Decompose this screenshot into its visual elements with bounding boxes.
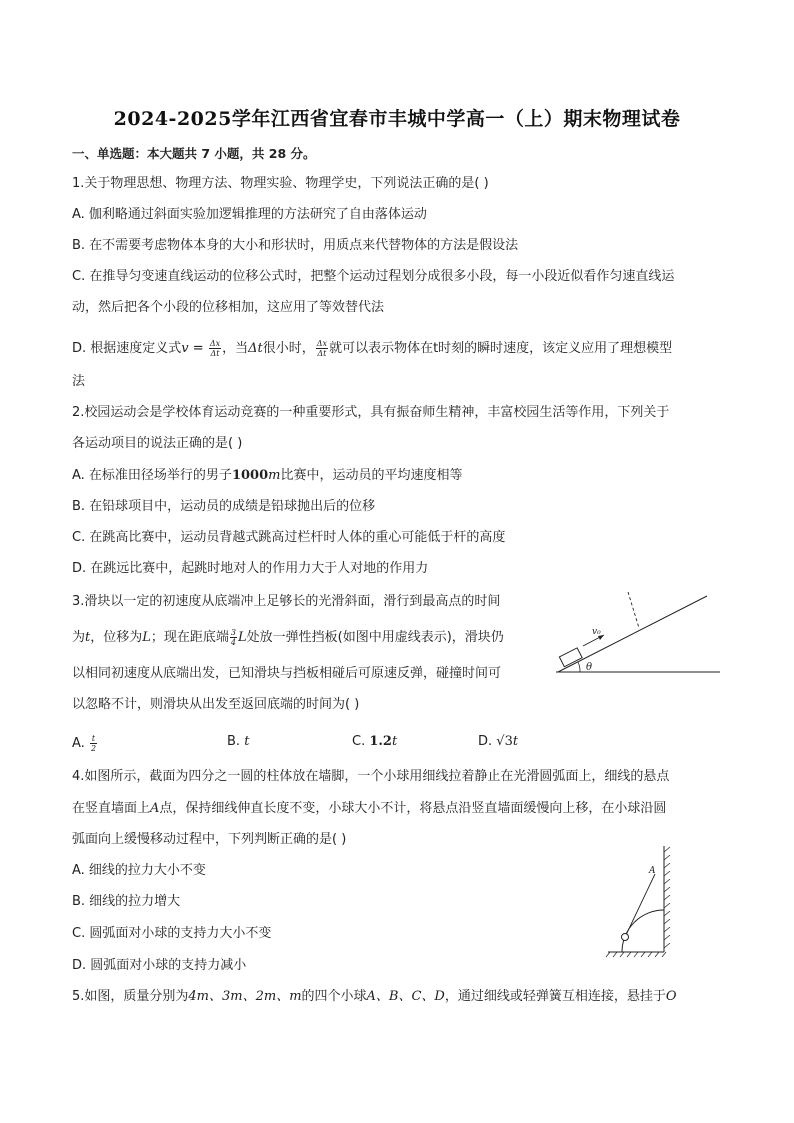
q3-l2-a: 为 bbox=[72, 630, 86, 645]
option-value-t: t bbox=[512, 734, 519, 749]
q1-option-d bbox=[72, 339, 672, 358]
q5-point-o: O bbox=[665, 989, 677, 1004]
q1-d-dt: Δt bbox=[248, 341, 263, 356]
q1-d-v: v bbox=[181, 341, 189, 356]
fraction-denominator: 2 bbox=[90, 744, 97, 753]
q3-a-fraction bbox=[90, 734, 97, 753]
q4-option-c: C. 圆弧面对小球的支持力大小不变 bbox=[72, 926, 272, 941]
q4-stem-line2 bbox=[72, 801, 666, 817]
fraction-numerator: t bbox=[91, 734, 96, 743]
q2-a-suffix: 比赛中，运动员的平均速度相等 bbox=[280, 468, 463, 483]
q2-a-value: 1000 bbox=[231, 468, 269, 483]
option-value: t bbox=[244, 734, 250, 749]
q5-l1-a: 5.如图，质量分别为 bbox=[72, 989, 189, 1004]
q3-l2-L2: L bbox=[238, 630, 247, 645]
q4-stem-line3: 弧面向上缓慢移动过程中，下列判断正确的是( ) bbox=[72, 832, 347, 847]
q3-stem-line4: 以忽略不计，则滑块从出发至返回底端的时间为( ) bbox=[72, 697, 360, 712]
q5-l1-b: 的四个小球 bbox=[301, 989, 367, 1004]
q2-option-a bbox=[72, 468, 462, 484]
q2-option-b: B. 在铅球项目中，运动员的成绩是铅球抛出后的位移 bbox=[72, 499, 376, 514]
fraction-denominator: 4 bbox=[230, 638, 237, 647]
string-line bbox=[626, 874, 655, 935]
q1-option-d-line2: 法 bbox=[72, 374, 86, 389]
v0-label: v₀ bbox=[592, 627, 601, 637]
small-ball bbox=[622, 934, 629, 941]
q3-incline-figure bbox=[550, 588, 725, 680]
theta-label: θ bbox=[586, 662, 593, 673]
q4-l2-a: 在竖直墙面上 bbox=[72, 801, 151, 816]
q3-fraction bbox=[230, 628, 237, 647]
q1-d-mid1: ，当 bbox=[222, 341, 249, 356]
option-label: C. bbox=[352, 734, 366, 749]
point-a-label: A bbox=[649, 866, 656, 876]
q3-stem-line2 bbox=[72, 628, 504, 647]
q3-option-c bbox=[352, 734, 397, 750]
angle-arc bbox=[578, 662, 580, 672]
q4-option-a: A. 细线的拉力大小不变 bbox=[72, 863, 206, 878]
q2-option-d: D. 在跳远比赛中，起跳时地对人的作用力大于人对地的作用力 bbox=[72, 561, 429, 576]
option-value: √3 bbox=[496, 734, 513, 749]
q3-option-d bbox=[478, 734, 518, 750]
q2-a-unit: m bbox=[268, 468, 281, 483]
option-label: A. bbox=[72, 736, 85, 751]
q3-l2-b: ，位移为 bbox=[90, 630, 143, 645]
q2-stem-line1: 2.校园运动会是学校体育运动竞赛的一种重要形式，具有振奋师生精神，丰富校园生活等作用，下列关于 bbox=[72, 405, 670, 420]
floor-hatching bbox=[606, 952, 666, 957]
q1-option-a: A. 伽利略通过斜面实验加逻辑推理的方法研究了自由落体运动 bbox=[72, 207, 427, 222]
q4-option-b: B. 细线的拉力增大 bbox=[72, 894, 181, 909]
option-label: D. bbox=[478, 734, 493, 749]
q3-l2-L: L bbox=[142, 630, 151, 645]
q1-d-mid2: 很小时， bbox=[262, 341, 315, 356]
q2-a-prefix: A. 在标准田径场举行的男子 bbox=[72, 468, 232, 483]
q4-wall-figure bbox=[600, 842, 700, 960]
q1-d-fraction-2 bbox=[316, 339, 328, 358]
q3-l2-c: ；现在距底端 bbox=[150, 630, 229, 645]
q5-stem-line1 bbox=[72, 989, 677, 1005]
q3-option-a bbox=[72, 734, 98, 753]
fraction-numerator: 3 bbox=[230, 628, 237, 637]
fraction-numerator: Δx bbox=[316, 339, 328, 348]
q4-l2-A: A bbox=[150, 801, 160, 816]
q4-option-d: D. 圆弧面对小球的支持力减小 bbox=[72, 958, 247, 973]
fraction-denominator: Δt bbox=[210, 349, 220, 358]
q5-balls: A、B、C、D bbox=[366, 989, 445, 1004]
q4-stem-line1: 4.如图所示，截面为四分之一圆的柱体放在墙脚，一个小球用细线拉着静止在光滑圆弧面上，细线的悬点 bbox=[72, 769, 670, 784]
wall-hatching bbox=[664, 847, 670, 948]
q1-d-suffix: 就可以表示物体在t时刻的瞬时速度，该定义应用了理想模型 bbox=[329, 341, 673, 356]
q5-l1-c: ，通过细线或轻弹簧互相连接，悬挂于 bbox=[444, 989, 666, 1004]
section-heading: 一、单选题：本大题共 7 小题，共 28 分。 bbox=[72, 146, 316, 161]
q1-d-eq: = bbox=[188, 341, 208, 356]
q1-d-fraction bbox=[209, 339, 221, 358]
option-label: B. bbox=[227, 734, 241, 749]
page-title: 2024-2025学年江西省宜春市丰城中学高一（上）期末物理试卷 bbox=[113, 108, 681, 130]
q1-option-c-line2: 动，然后把各个小段的位移相加，这应用了等效替代法 bbox=[72, 300, 385, 315]
q3-l2-d: 处放一弹性挡板(如图中用虚线表示)，滑块仍 bbox=[246, 630, 504, 645]
incline-line bbox=[558, 596, 707, 672]
option-value: 1.2 bbox=[369, 734, 392, 749]
fraction-denominator: Δt bbox=[317, 349, 327, 358]
q3-stem-line1: 3.滑块以一定的初速度从底端冲上足够长的光滑斜面，滑行到最高点的时间 bbox=[72, 594, 501, 609]
q1-option-c-line1: C. 在推导匀变速直线运动的位移公式时，把整个运动过程划分成很多小段，每一小段近似看作匀速直线运 bbox=[72, 269, 675, 284]
q3-option-b bbox=[227, 734, 249, 750]
fraction-numerator: Δx bbox=[209, 339, 221, 348]
q5-masses: 4m、3m、2m、m bbox=[188, 989, 302, 1004]
baffle-dashed-line bbox=[628, 592, 639, 628]
q1-option-b: B. 在不需要考虑物体本身的大小和形状时，用质点来代替物体的方法是假设法 bbox=[72, 238, 519, 253]
q3-stem-line3: 以相同初速度从底端出发，已知滑块与挡板相碰后可原速反弹，碰撞时间可 bbox=[72, 666, 502, 681]
option-value-t: t bbox=[391, 734, 398, 749]
q1-d-prefix: D. 根据速度定义式 bbox=[72, 341, 182, 356]
q1-stem: 1.关于物理思想、物理方法、物理实验、物理学史，下列说法正确的是( ) bbox=[72, 176, 489, 191]
q2-stem-line2: 各运动项目的说法正确的是( ) bbox=[72, 436, 243, 451]
q2-option-c: C. 在跳高比赛中，运动员背越式跳高过栏杆时人体的重心可能低于杆的高度 bbox=[72, 530, 506, 545]
q4-l2-b: 点，保持细线伸直长度不变，小球大小不计，将悬点沿竖直墙面缓慢向上移，在小球沿圆 bbox=[159, 801, 667, 816]
q3-l2-t: t bbox=[85, 630, 91, 645]
